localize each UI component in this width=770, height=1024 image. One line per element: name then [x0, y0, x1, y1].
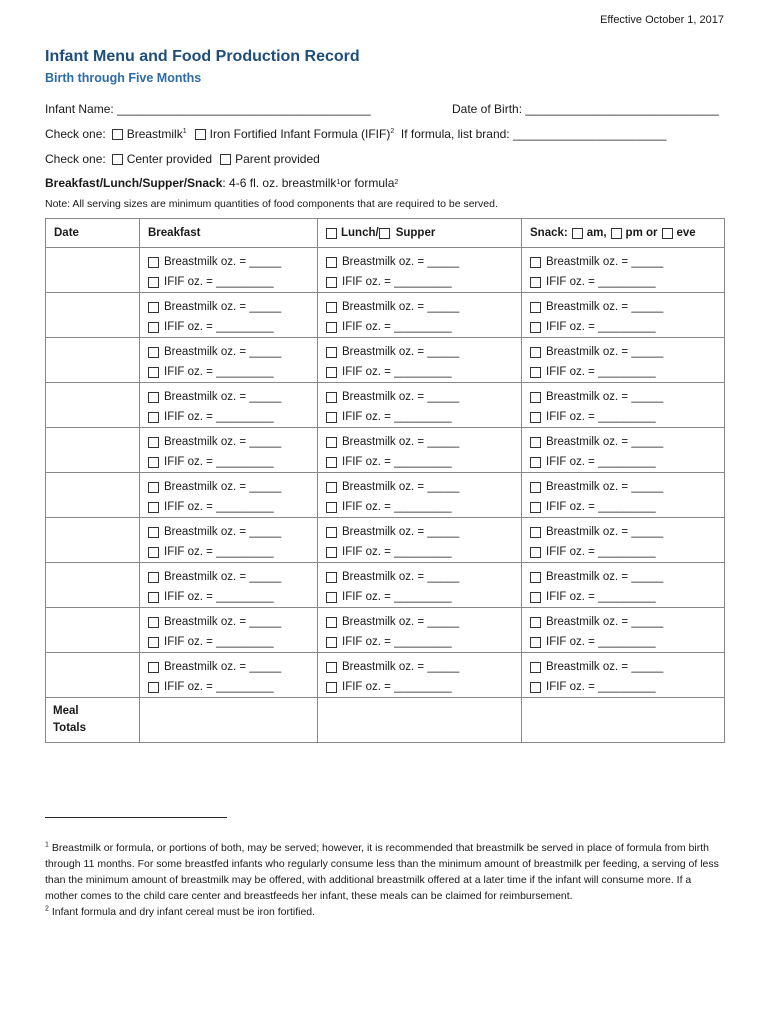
ifif-amount-field[interactable]: IFIF oz. = _________: [342, 276, 452, 288]
ifif-entry: [148, 677, 317, 697]
table-row: [46, 383, 725, 428]
ifif-entry: [148, 317, 317, 337]
lunch-supper-column-header: Lunch/ Supper: [318, 219, 522, 248]
ifif-amount-field[interactable]: IFIF oz. = _________: [546, 681, 656, 693]
ifif-checkbox[interactable]: [148, 637, 159, 648]
check-one-label: Check one:: [45, 127, 106, 141]
ifif-amount-field[interactable]: IFIF oz. = _________: [546, 591, 656, 603]
ifif-checkbox[interactable]: [530, 322, 541, 333]
ifif-checkbox[interactable]: [326, 367, 337, 378]
breastmilk-amount-field[interactable]: Breastmilk oz. = _____: [546, 661, 664, 673]
breastmilk-amount-field[interactable]: Breastmilk oz. = _____: [546, 391, 664, 403]
supper-checkbox[interactable]: [379, 228, 390, 239]
breastmilk-entry: [326, 342, 521, 362]
breastmilk-entry: [148, 342, 317, 362]
breastmilk-amount-field[interactable]: Breastmilk oz. = _____: [164, 301, 282, 313]
breastmilk-entry: [326, 567, 521, 587]
ifif-checkbox[interactable]: [530, 637, 541, 648]
table-row: [46, 293, 725, 338]
ifif-entry: [326, 542, 521, 562]
breastmilk-amount-field[interactable]: Breastmilk oz. = _____: [546, 346, 664, 358]
page-subtitle: Birth through Five Months: [45, 71, 202, 85]
ifif-amount-field[interactable]: IFIF oz. = _________: [342, 501, 452, 513]
lunch-supper-cell: [318, 248, 522, 293]
ifif-entry: [148, 587, 317, 607]
breastmilk-checkbox[interactable]: [148, 527, 159, 538]
breastmilk-amount-field[interactable]: Breastmilk oz. = _____: [342, 256, 460, 268]
breastmilk-checkbox[interactable]: [326, 437, 337, 448]
breakfast-cell: [140, 608, 318, 653]
breastmilk-amount-field[interactable]: Breastmilk oz. = _____: [342, 571, 460, 583]
ifif-checkbox[interactable]: [148, 322, 159, 333]
breastmilk-checkbox[interactable]: [530, 302, 541, 313]
dob-label: Date of Birth:: [452, 102, 523, 116]
breakfast-cell: [140, 383, 318, 428]
check-one-label-2: Check one:: [45, 152, 106, 166]
breastmilk-checkbox[interactable]: [326, 662, 337, 673]
brand-field[interactable]: _______________________: [512, 127, 667, 141]
lunch-supper-cell: [318, 473, 522, 518]
ifif-checkbox[interactable]: [530, 457, 541, 468]
breastmilk-entry: [530, 657, 724, 677]
ifif-entry: [326, 407, 521, 427]
ifif-entry: [530, 587, 724, 607]
infant-name-row: [45, 102, 371, 116]
breastmilk-checkbox[interactable]: [326, 257, 337, 268]
breastmilk-checkbox[interactable]: [326, 482, 337, 493]
breastmilk-entry: [148, 567, 317, 587]
breastmilk-amount-field[interactable]: Breastmilk oz. = _____: [164, 391, 282, 403]
ifif-checkbox[interactable]: [326, 322, 337, 333]
ifif-amount-field[interactable]: IFIF oz. = _________: [164, 681, 274, 693]
breastmilk-amount-field[interactable]: Breastmilk oz. = _____: [342, 301, 460, 313]
meal-totals-label: Meal Totals: [46, 698, 140, 743]
snack-cell: [522, 518, 725, 563]
ifif-entry: [148, 407, 317, 427]
ifif-entry: [148, 452, 317, 472]
ifif-entry: [148, 632, 317, 652]
date-cell[interactable]: [46, 473, 140, 518]
snack-cell: [522, 293, 725, 338]
breakfast-cell: [140, 293, 318, 338]
breastmilk-checkbox[interactable]: [530, 437, 541, 448]
breastmilk-amount-field[interactable]: Breastmilk oz. = _____: [546, 256, 664, 268]
table-row: [46, 428, 725, 473]
ifif-entry: [326, 272, 521, 292]
breastmilk-entry: [326, 612, 521, 632]
snack-am-checkbox[interactable]: [572, 228, 583, 239]
breastmilk-entry: [326, 387, 521, 407]
table-row: [46, 338, 725, 383]
breastmilk-amount-field[interactable]: Breastmilk oz. = _____: [342, 481, 460, 493]
breastmilk-amount-field[interactable]: Breastmilk oz. = _____: [546, 436, 664, 448]
date-cell[interactable]: [46, 428, 140, 473]
dob-field[interactable]: _____________________________: [525, 102, 719, 116]
snack-pm-checkbox[interactable]: [611, 228, 622, 239]
ifif-checkbox[interactable]: [530, 592, 541, 603]
ifif-amount-field[interactable]: IFIF oz. = _________: [342, 366, 452, 378]
ifif-amount-field[interactable]: IFIF oz. = _________: [164, 501, 274, 513]
breastmilk-entry: [326, 432, 521, 452]
breastmilk-entry: [148, 522, 317, 542]
ifif-entry: [326, 632, 521, 652]
ifif-amount-field[interactable]: IFIF oz. = _________: [342, 456, 452, 468]
breakfast-cell: [140, 428, 318, 473]
serving-note: Note: All serving sizes are minimum quantities of food components that are required to be served.: [45, 198, 498, 210]
ifif-amount-field[interactable]: IFIF oz. = _________: [546, 411, 656, 423]
date-column-header: Date: [46, 219, 140, 248]
breastmilk-checkbox[interactable]: [148, 482, 159, 493]
breastmilk-checkbox[interactable]: [530, 482, 541, 493]
ifif-amount-field[interactable]: IFIF oz. = _________: [164, 636, 274, 648]
breastmilk-amount-field[interactable]: Breastmilk oz. = _____: [164, 346, 282, 358]
breastmilk-amount-field[interactable]: Breastmilk oz. = _____: [342, 661, 460, 673]
breastmilk-entry: [326, 477, 521, 497]
breastmilk-entry: [530, 342, 724, 362]
breastmilk-checkbox[interactable]: [148, 572, 159, 583]
ifif-amount-field[interactable]: IFIF oz. = _________: [164, 321, 274, 333]
breastmilk-amount-field[interactable]: Breastmilk oz. = _____: [164, 256, 282, 268]
lunch-checkbox[interactable]: [326, 228, 337, 239]
lunch-supper-cell: [318, 338, 522, 383]
breakfast-cell: [140, 473, 318, 518]
ifif-entry: [326, 497, 521, 517]
breastmilk-checkbox[interactable]: [326, 527, 337, 538]
ifif-amount-field[interactable]: IFIF oz. = _________: [164, 546, 274, 558]
ifif-checkbox[interactable]: [326, 277, 337, 288]
breastmilk-entry: [530, 612, 724, 632]
ifif-amount-field[interactable]: IFIF oz. = _________: [546, 501, 656, 513]
ifif-entry: [148, 497, 317, 517]
ifif-amount-field[interactable]: IFIF oz. = _________: [342, 411, 452, 423]
breastmilk-checkbox[interactable]: [112, 129, 123, 140]
snack-cell: [522, 563, 725, 608]
breastmilk-checkbox[interactable]: [530, 572, 541, 583]
breastmilk-amount-field[interactable]: Breastmilk oz. = _____: [342, 436, 460, 448]
ifif-amount-field[interactable]: IFIF oz. = _________: [164, 456, 274, 468]
ifif-amount-field[interactable]: IFIF oz. = _________: [546, 321, 656, 333]
ifif-amount-field[interactable]: IFIF oz. = _________: [546, 546, 656, 558]
ifif-amount-field[interactable]: IFIF oz. = _________: [164, 411, 274, 423]
footnote-2: $^2$ Infant formula and dry infant cereal must be iron fortified.: [45, 905, 316, 918]
snack-cell: [522, 338, 725, 383]
center-provided-checkbox[interactable]: [112, 154, 123, 165]
breastmilk-entry: [530, 387, 724, 407]
breastmilk-checkbox[interactable]: [530, 527, 541, 538]
infant-name-field[interactable]: ______________________________________: [117, 102, 371, 116]
breastmilk-entry: [530, 297, 724, 317]
ifif-checkbox[interactable]: [148, 547, 159, 558]
breastmilk-amount-field[interactable]: Breastmilk oz. = _____: [546, 301, 664, 313]
infant-name-label: Infant Name:: [45, 102, 114, 116]
breakfast-cell: [140, 518, 318, 563]
ifif-entry: [530, 542, 724, 562]
breastmilk-checkbox[interactable]: [148, 617, 159, 628]
ifif-checkbox[interactable]: [148, 502, 159, 513]
ifif-checkbox[interactable]: [148, 592, 159, 603]
parent-provided-checkbox[interactable]: [220, 154, 231, 165]
food-production-table: [45, 218, 725, 743]
ifif-checkbox[interactable]: [530, 502, 541, 513]
ifif-checkbox[interactable]: [326, 502, 337, 513]
breakfast-cell: [140, 338, 318, 383]
date-cell[interactable]: [46, 248, 140, 293]
breastmilk-entry: [148, 252, 317, 272]
ifif-amount-field[interactable]: IFIF oz. = _________: [546, 366, 656, 378]
ifif-amount-field[interactable]: IFIF oz. = _________: [342, 591, 452, 603]
page-title: Infant Menu and Food Production Record: [45, 48, 360, 65]
table-row: [46, 608, 725, 653]
breastmilk-entry: [148, 387, 317, 407]
ifif-checkbox[interactable]: [148, 367, 159, 378]
date-cell[interactable]: [46, 293, 140, 338]
breastmilk-entry: [148, 432, 317, 452]
ifif-checkbox[interactable]: [326, 457, 337, 468]
breastmilk-option-label: Breastmilk$^1$: [126, 127, 187, 141]
breakfast-cell: [140, 653, 318, 698]
breastmilk-checkbox[interactable]: [326, 572, 337, 583]
breastmilk-checkbox[interactable]: [326, 617, 337, 628]
ifif-entry: [148, 542, 317, 562]
breastmilk-checkbox[interactable]: [530, 392, 541, 403]
snack-cell: [522, 608, 725, 653]
ifif-option-label: Iron Fortified Infant Formula (IFIF)$^2$: [209, 127, 395, 141]
ifif-amount-field[interactable]: IFIF oz. = _________: [342, 681, 452, 693]
meal-requirement-label: Breakfast/Lunch/Supper/Snack: [45, 176, 223, 190]
ifif-entry: [530, 362, 724, 382]
ifif-checkbox[interactable]: [530, 367, 541, 378]
ifif-amount-field[interactable]: IFIF oz. = _________: [342, 546, 452, 558]
footnote-1: $^1$ Breastmilk or formula, or portions of both, may be served; however, it is recommended that breastmilk be served in place of formula from birth through 11 months. For some breastfed infants who regularly consume less than the minimum amount of breastmilk per feeding, a serving of less than the minimum amount of breastmilk may be offered, with additional breastmilk offered at a later time if the infant will consume more. If a mother comes to the child care center and breastfeeds her infant, these meals can be claimed for reimbursement.: [45, 841, 719, 902]
table-row: [46, 473, 725, 518]
lunch-supper-cell: [318, 608, 522, 653]
breakfast-total-cell[interactable]: [140, 698, 318, 743]
lunch-supper-total-cell[interactable]: [318, 698, 522, 743]
breastmilk-amount-field[interactable]: Breastmilk oz. = _____: [164, 661, 282, 673]
breakfast-cell: [140, 248, 318, 293]
ifif-entry: [530, 632, 724, 652]
breakfast-cell: [140, 563, 318, 608]
brand-label: If formula, list brand:: [400, 127, 510, 141]
date-cell[interactable]: [46, 563, 140, 608]
milk-type-row: [45, 127, 666, 141]
ifif-entry: [326, 587, 521, 607]
breastmilk-amount-field[interactable]: Breastmilk oz. = _____: [546, 481, 664, 493]
breastmilk-entry: [148, 612, 317, 632]
snack-cell: [522, 248, 725, 293]
lunch-supper-cell: [318, 563, 522, 608]
ifif-checkbox[interactable]: [148, 457, 159, 468]
breastmilk-checkbox[interactable]: [148, 662, 159, 673]
ifif-checkbox[interactable]: [530, 682, 541, 693]
breastmilk-amount-field[interactable]: Breastmilk oz. = _____: [546, 616, 664, 628]
breastmilk-entry: [530, 252, 724, 272]
breastmilk-entry: [148, 477, 317, 497]
table-row: [46, 563, 725, 608]
ifif-checkbox[interactable]: [148, 412, 159, 423]
meal-totals-row: [46, 698, 725, 743]
ifif-entry: [326, 677, 521, 697]
ifif-entry: [530, 407, 724, 427]
ifif-amount-field[interactable]: IFIF oz. = _________: [342, 636, 452, 648]
snack-column-header: Snack: am, pm or eve: [522, 219, 725, 248]
breastmilk-entry: [326, 522, 521, 542]
provider-row: [45, 152, 320, 166]
ifif-checkbox[interactable]: [530, 547, 541, 558]
breastmilk-checkbox[interactable]: [148, 257, 159, 268]
ifif-amount-field[interactable]: IFIF oz. = _________: [164, 276, 274, 288]
breastmilk-amount-field[interactable]: Breastmilk oz. = _____: [342, 346, 460, 358]
ifif-checkbox[interactable]: [326, 592, 337, 603]
breastmilk-checkbox[interactable]: [530, 257, 541, 268]
lunch-supper-cell: [318, 383, 522, 428]
footnote-divider: [45, 817, 227, 818]
breastmilk-checkbox[interactable]: [326, 392, 337, 403]
ifif-amount-field[interactable]: IFIF oz. = _________: [546, 636, 656, 648]
ifif-entry: [148, 272, 317, 292]
center-provided-label: Center provided: [126, 152, 213, 166]
breastmilk-entry: [530, 522, 724, 542]
ifif-checkbox[interactable]: [530, 277, 541, 288]
ifif-checkbox[interactable]: [326, 412, 337, 423]
breastmilk-amount-field[interactable]: Breastmilk oz. = _____: [164, 526, 282, 538]
snack-cell: [522, 383, 725, 428]
footnotes: [45, 840, 725, 920]
breastmilk-amount-field[interactable]: Breastmilk oz. = _____: [164, 616, 282, 628]
breastmilk-checkbox[interactable]: [148, 347, 159, 358]
table-row: [46, 248, 725, 293]
breastmilk-entry: [148, 297, 317, 317]
breastmilk-entry: [148, 657, 317, 677]
ifif-amount-field[interactable]: IFIF oz. = _________: [342, 321, 452, 333]
breastmilk-checkbox[interactable]: [148, 392, 159, 403]
ifif-amount-field[interactable]: IFIF oz. = _________: [164, 366, 274, 378]
breastmilk-checkbox[interactable]: [326, 347, 337, 358]
breastmilk-amount-field[interactable]: Breastmilk oz. = _____: [546, 526, 664, 538]
ifif-checkbox[interactable]: [195, 129, 206, 140]
ifif-checkbox[interactable]: [326, 682, 337, 693]
parent-provided-label: Parent provided: [235, 152, 320, 166]
snack-eve-checkbox[interactable]: [662, 228, 673, 239]
breastmilk-amount-field[interactable]: Breastmilk oz. = _____: [342, 526, 460, 538]
snack-cell: [522, 428, 725, 473]
breastmilk-amount-field[interactable]: Breastmilk oz. = _____: [164, 436, 282, 448]
lunch-supper-cell: [318, 518, 522, 563]
breastmilk-entry: [326, 657, 521, 677]
snack-cell: [522, 653, 725, 698]
ifif-amount-field[interactable]: IFIF oz. = _________: [546, 276, 656, 288]
table-row: [46, 518, 725, 563]
breastmilk-entry: [326, 252, 521, 272]
breastmilk-amount-field[interactable]: Breastmilk oz. = _____: [342, 616, 460, 628]
meal-requirement-line: Breakfast/Lunch/Supper/Snack : 4-6 fl. oz. breastmilk 1 or formula 2: [45, 176, 399, 190]
ifif-checkbox[interactable]: [148, 682, 159, 693]
date-cell[interactable]: [46, 383, 140, 428]
breastmilk-amount-field[interactable]: Breastmilk oz. = _____: [164, 571, 282, 583]
ifif-entry: [530, 497, 724, 517]
ifif-entry: [326, 452, 521, 472]
breastmilk-amount-field[interactable]: Breastmilk oz. = _____: [546, 571, 664, 583]
breastmilk-checkbox[interactable]: [148, 437, 159, 448]
ifif-entry: [326, 317, 521, 337]
effective-date: Effective October 1, 2017: [600, 14, 724, 26]
breastmilk-checkbox[interactable]: [326, 302, 337, 313]
ifif-entry: [326, 362, 521, 382]
snack-cell: [522, 473, 725, 518]
lunch-supper-cell: [318, 428, 522, 473]
ifif-entry: [530, 452, 724, 472]
table-row: [46, 653, 725, 698]
lunch-supper-cell: [318, 653, 522, 698]
ifif-amount-field[interactable]: IFIF oz. = _________: [546, 456, 656, 468]
ifif-entry: [530, 317, 724, 337]
ifif-entry: [530, 677, 724, 697]
breakfast-column-header: Breakfast: [140, 219, 318, 248]
breastmilk-entry: [530, 477, 724, 497]
breastmilk-checkbox[interactable]: [530, 662, 541, 673]
breastmilk-entry: [530, 567, 724, 587]
ifif-checkbox[interactable]: [530, 412, 541, 423]
breastmilk-amount-field[interactable]: Breastmilk oz. = _____: [342, 391, 460, 403]
ifif-checkbox[interactable]: [326, 637, 337, 648]
breastmilk-checkbox[interactable]: [148, 302, 159, 313]
ifif-checkbox[interactable]: [148, 277, 159, 288]
ifif-checkbox[interactable]: [326, 547, 337, 558]
date-cell[interactable]: [46, 608, 140, 653]
date-cell[interactable]: [46, 338, 140, 383]
ifif-entry: [148, 362, 317, 382]
breastmilk-checkbox[interactable]: [530, 347, 541, 358]
breastmilk-amount-field[interactable]: Breastmilk oz. = _____: [164, 481, 282, 493]
breastmilk-entry: [530, 432, 724, 452]
snack-total-cell[interactable]: [522, 698, 725, 743]
lunch-supper-cell: [318, 293, 522, 338]
ifif-amount-field[interactable]: IFIF oz. = _________: [164, 591, 274, 603]
breastmilk-entry: [326, 297, 521, 317]
breastmilk-checkbox[interactable]: [530, 617, 541, 628]
date-cell[interactable]: [46, 518, 140, 563]
dob-row: [452, 102, 719, 116]
date-cell[interactable]: [46, 653, 140, 698]
ifif-entry: [530, 272, 724, 292]
